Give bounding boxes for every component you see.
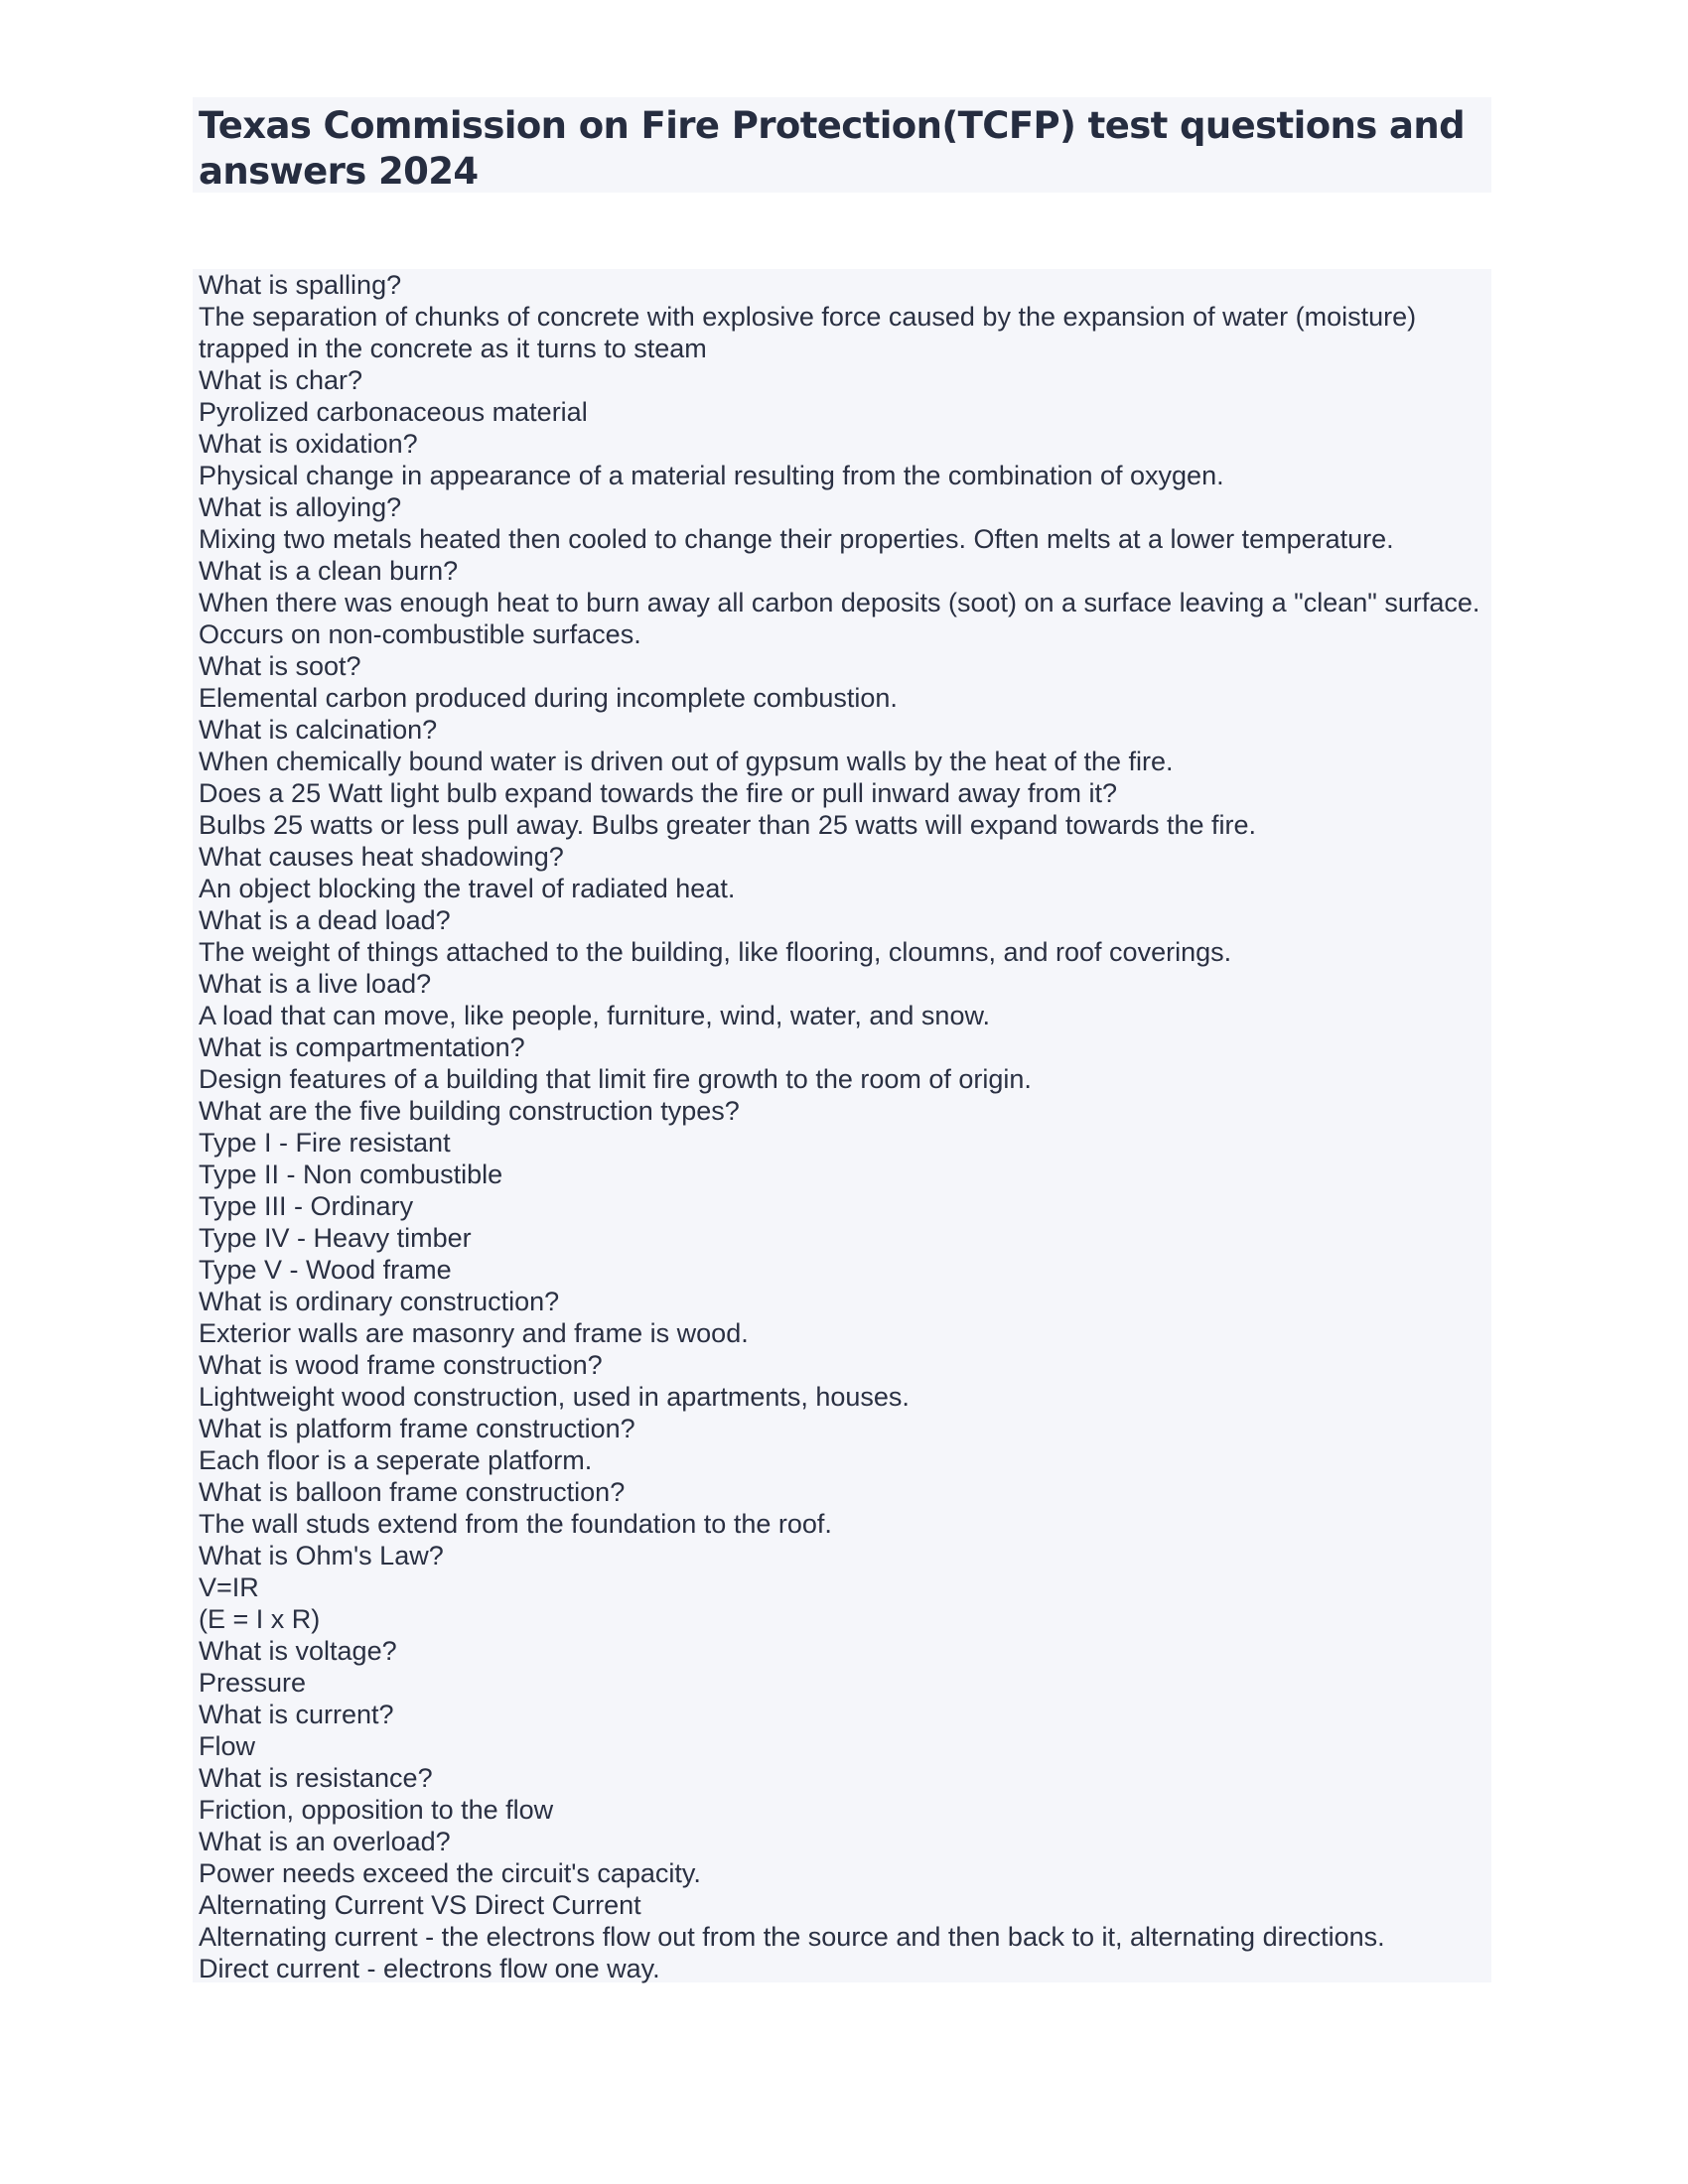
- answer-text: The wall studs extend from the foundation to the roof.: [199, 1509, 832, 1539]
- question-text: What is char?: [199, 365, 363, 395]
- question-text: What is resistance?: [199, 1763, 433, 1793]
- question-text: What is oxidation?: [199, 429, 418, 459]
- question-text: What is current?: [199, 1700, 394, 1729]
- question-text: What is a dead load?: [199, 905, 451, 935]
- answer-text: Type III - Ordinary: [199, 1191, 414, 1221]
- question-text: What is wood frame construction?: [199, 1350, 603, 1380]
- question-text: What is voltage?: [199, 1636, 397, 1666]
- question-text: What is alloying?: [199, 492, 402, 522]
- title-block: [193, 97, 1491, 193]
- answer-text: Pyrolized carbonaceous material: [199, 397, 588, 427]
- answer-text: Type I - Fire resistant: [199, 1128, 451, 1158]
- document-title: Texas Commission on Fire Protection(TCFP) test questions and answers 2024: [199, 104, 1465, 193]
- answer-text: Pressure: [199, 1668, 307, 1698]
- answer-text: Bulbs 25 watts or less pull away. Bulbs greater than 25 watts will expand towards the fire.: [199, 810, 1257, 840]
- question-text: What is spalling?: [199, 270, 402, 300]
- answer-text: Mixing two metals heated then cooled to change their properties. Often melts at a lower temperature.: [199, 524, 1394, 554]
- question-text: What is a clean burn?: [199, 556, 459, 586]
- qa-content: [193, 269, 1491, 1982]
- question-text: Alternating Current VS Direct Current: [199, 1890, 641, 1920]
- question-text: What is an overload?: [199, 1827, 451, 1856]
- answer-text: When chemically bound water is driven out of gypsum walls by the heat of the fire.: [199, 747, 1174, 776]
- answer-text: Direct current - electrons flow one way.: [199, 1954, 660, 1983]
- qa-list: [199, 269, 1485, 1984]
- answer-text: When there was enough heat to burn away all carbon deposits (soot) on a surface leaving a "clean" surface. Occurs on non-combustible surfaces.: [199, 588, 1480, 649]
- answer-text: Design features of a building that limit fire growth to the room of origin.: [199, 1064, 1032, 1094]
- question-text: What is a live load?: [199, 969, 432, 999]
- question-text: What is compartmentation?: [199, 1032, 525, 1062]
- question-text: Does a 25 Watt light bulb expand towards the fire or pull inward away from it?: [199, 778, 1117, 808]
- answer-text: (E = I x R): [199, 1604, 321, 1634]
- answer-text: Elemental carbon produced during incomplete combustion.: [199, 683, 898, 713]
- question-text: What is balloon frame construction?: [199, 1477, 626, 1507]
- answer-text: Type IV - Heavy timber: [199, 1223, 472, 1253]
- answer-text: The separation of chunks of concrete with explosive force caused by the expansion of water (moisture) trapped in the concrete as it turns to steam: [199, 302, 1417, 363]
- answer-text: Type II - Non combustible: [199, 1160, 503, 1189]
- answer-text: An object blocking the travel of radiated heat.: [199, 874, 736, 903]
- answer-text: A load that can move, like people, furniture, wind, water, and snow.: [199, 1001, 990, 1030]
- answer-text: Flow: [199, 1731, 256, 1761]
- question-text: What causes heat shadowing?: [199, 842, 564, 872]
- question-text: What are the five building construction types?: [199, 1096, 740, 1126]
- answer-text: Each floor is a seperate platform.: [199, 1445, 593, 1475]
- question-text: What is platform frame construction?: [199, 1414, 635, 1443]
- question-text: What is Ohm's Law?: [199, 1541, 444, 1570]
- answer-text: Friction, opposition to the flow: [199, 1795, 554, 1825]
- answer-text: Alternating current - the electrons flow out from the source and then back to it, alternating directions.: [199, 1922, 1385, 1952]
- question-text: What is calcination?: [199, 715, 438, 745]
- answer-text: Power needs exceed the circuit's capacity.: [199, 1858, 701, 1888]
- answer-text: V=IR: [199, 1572, 259, 1602]
- answer-text: The weight of things attached to the building, like flooring, cloumns, and roof coverings.: [199, 937, 1232, 967]
- answer-text: Type V - Wood frame: [199, 1255, 452, 1285]
- question-text: What is soot?: [199, 651, 361, 681]
- answer-text: Physical change in appearance of a material resulting from the combination of oxygen.: [199, 461, 1224, 490]
- answer-text: Exterior walls are masonry and frame is wood.: [199, 1318, 749, 1348]
- answer-text: Lightweight wood construction, used in apartments, houses.: [199, 1382, 910, 1412]
- question-text: What is ordinary construction?: [199, 1287, 560, 1316]
